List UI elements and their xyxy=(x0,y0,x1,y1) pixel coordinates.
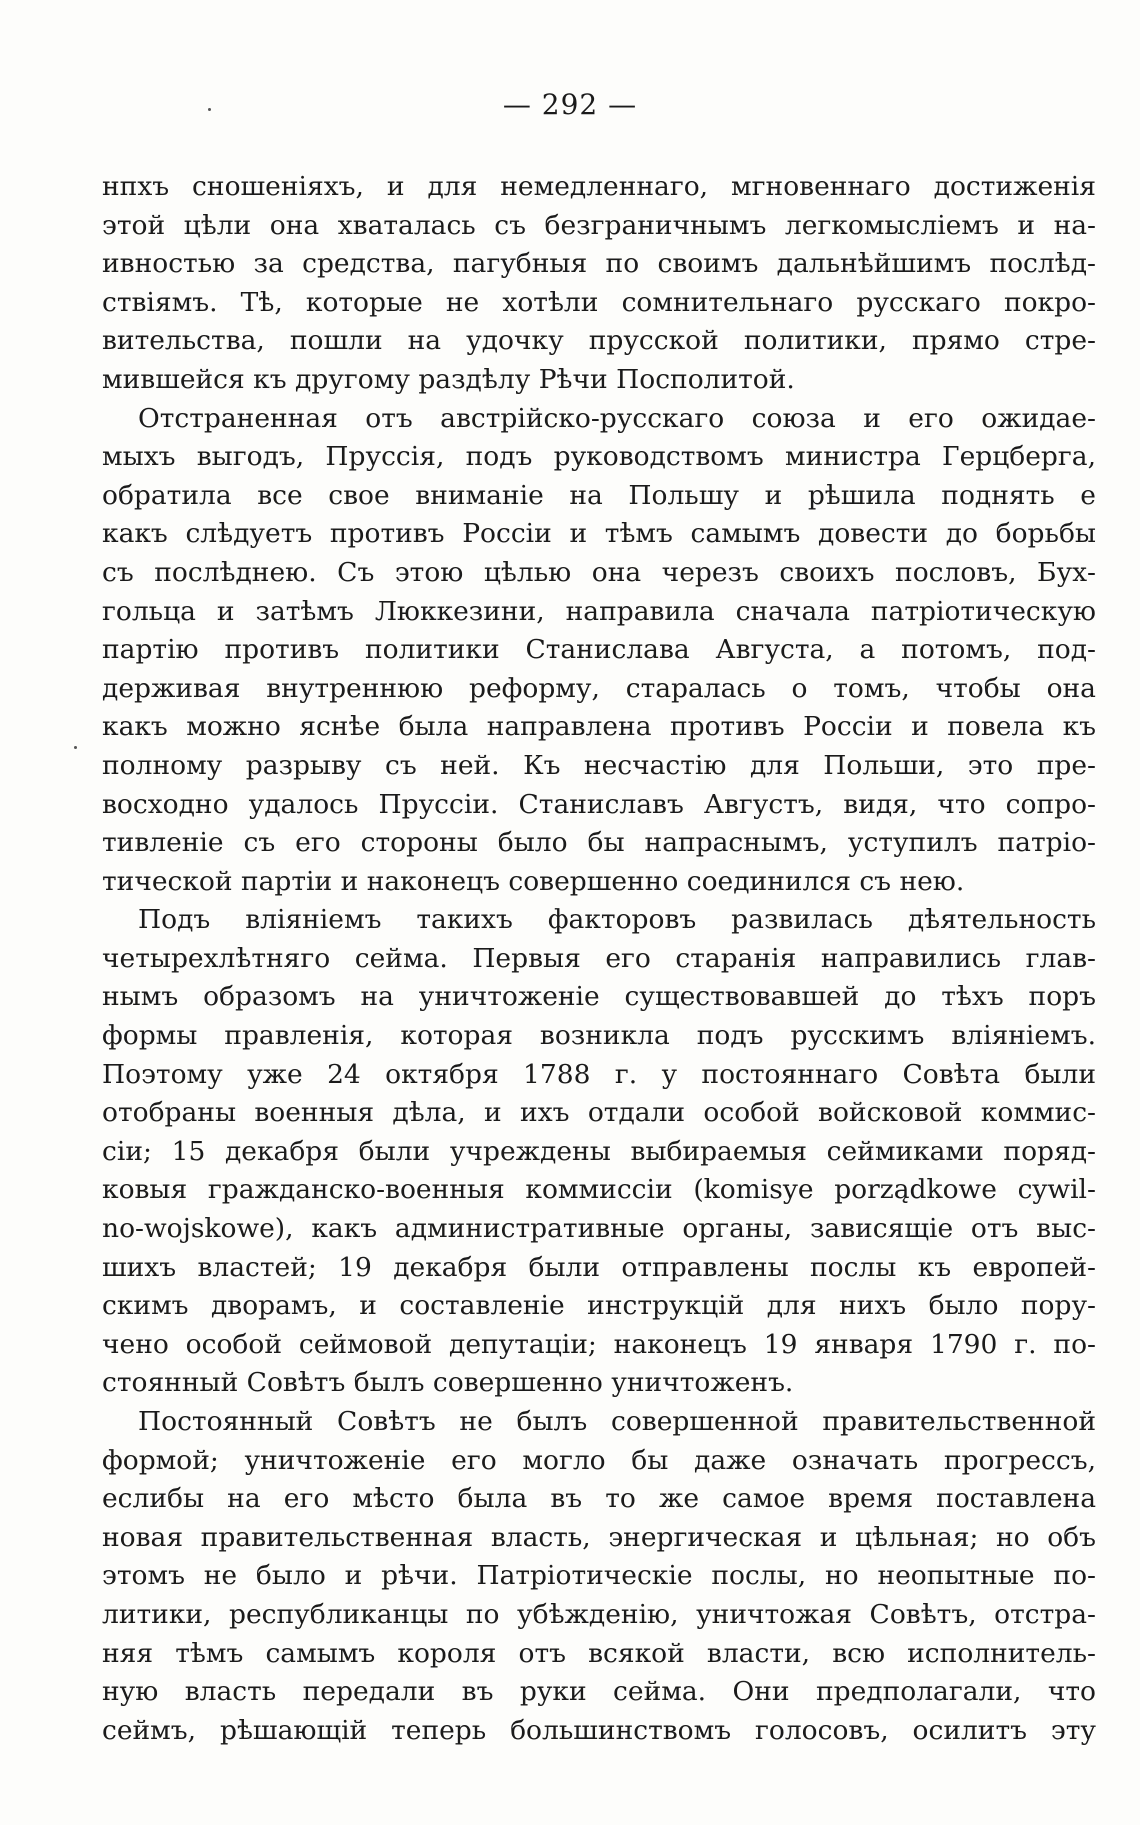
text-line: мыхъ выгодъ, Пруссія, подъ руководствомъ министра Герцберга, xyxy=(102,441,1096,473)
text-line: этой цѣли она хваталась съ безграничнымъ легкомысліемъ и на- xyxy=(102,209,1096,241)
text-line: держивая внутреннюю реформу, старалась о томъ, чтобы она xyxy=(102,672,1096,704)
text-line: отобраны военныя дѣла, и ихъ отдали особой войсковой коммис- xyxy=(102,1097,1096,1129)
paragraph-2 xyxy=(102,400,1096,902)
text-line: вительства, пошли на удочку прусской политики, прямо стре- xyxy=(102,325,1096,357)
text-line: обратила все свое вниманіе на Польшу и рѣшила поднять е xyxy=(102,479,1096,511)
text-line: этомъ не было и рѣчи. Патріотическіе послы, но неопытные по- xyxy=(102,1560,1096,1592)
text-line: шихъ властей; 19 декабря были отправлены послы къ европей- xyxy=(102,1251,1096,1283)
paragraph-1 xyxy=(102,168,1096,400)
text-line: мившейся къ другому раздѣлу Рѣчи Посполитой. xyxy=(102,363,795,395)
text-line: новая правительственная власть, энергическая и цѣльная; но объ xyxy=(102,1521,1096,1553)
text-line: Постоянный Совѣтъ не былъ совершенной правительственной xyxy=(138,1406,1096,1437)
text-line: скимъ дворамъ, и составленіе инструкцій для нихъ было пору- xyxy=(102,1290,1096,1322)
paragraph-3 xyxy=(102,901,1096,1403)
text-line: четырехлѣтняго сейма. Первыя его старанія направились глав- xyxy=(102,942,1096,974)
text-line: гольца и затѣмъ Люккезини, направила сначала патріотическую xyxy=(102,595,1096,627)
text-line: формой; уничтоженіе его могло бы даже означать прогрессъ, xyxy=(102,1444,1096,1476)
page-number: — 292 — xyxy=(502,88,638,121)
text-line: сіи; 15 декабря были учреждены выбираемыя сеймиками поряд- xyxy=(102,1135,1096,1167)
text-line: еслибы на его мѣсто была въ то же самое время поставлена xyxy=(102,1483,1096,1515)
text-line: партію противъ политики Станислава Августа, а потомъ, под- xyxy=(102,634,1096,666)
text-line: няя тѣмъ самымъ короля отъ всякой власти, всю исполнитель- xyxy=(102,1637,1096,1669)
text-line: чено особой сеймовой депутаціи; наконецъ 19 января 1790 г. по- xyxy=(102,1328,1096,1360)
text-line: Подъ вліяніемъ такихъ факторовъ развилась дѣятельность xyxy=(138,904,1096,936)
text-line: нымъ образомъ на уничтоженіе существовавшей до тѣхъ поръ xyxy=(102,981,1096,1013)
text-line: тической партіи и наконецъ совершенно соединился съ нею. xyxy=(102,865,965,897)
text-line: ную власть передали въ руки сейма. Они предполагали, что xyxy=(102,1676,1096,1708)
text-line: формы правленія, которая возникла подъ русскимъ вліяніемъ. xyxy=(102,1020,1096,1052)
text-line: тивленіе съ его стороны было бы напраснымъ, уступилъ патріо- xyxy=(102,827,1096,859)
text-line: какъ слѣдуетъ противъ Россіи и тѣмъ самымъ довести до борьбы xyxy=(102,518,1096,550)
text-line: no-wojskowe), какъ административные органы, зависящіе отъ выс- xyxy=(102,1213,1096,1245)
body-text xyxy=(102,168,1096,1750)
text-line: сеймъ, рѣшающій теперь большинствомъ голосовъ, осилитъ эту xyxy=(102,1714,1096,1746)
text-line: съ послѣднею. Съ этою цѣлью она черезъ своихъ пословъ, Бух- xyxy=(102,556,1096,588)
text-line: ковыя гражданско-военныя коммиссіи (komisye porządkowe cywil- xyxy=(102,1174,1096,1206)
text-line: ствіямъ. Тѣ, которые не хотѣли сомнительнаго русскаго покро- xyxy=(102,286,1096,318)
text-line: Отстраненная отъ австрійско-русскаго союза и его ожидае- xyxy=(138,402,1096,434)
text-line: стоянный Совѣтъ былъ совершенно уничтоженъ. xyxy=(102,1367,794,1399)
text-line: литики, республиканцы по убѣжденію, уничтожая Совѣтъ, отстра- xyxy=(102,1598,1096,1630)
print-speck xyxy=(74,746,77,749)
paragraph-4 xyxy=(102,1403,1096,1750)
text-line: Поэтому уже 24 октября 1788 г. у постояннаго Совѣта были xyxy=(102,1058,1096,1090)
text-line: восходно удалось Пруссіи. Станиславъ Августъ, видя, что сопро- xyxy=(102,788,1096,820)
print-speck xyxy=(208,108,211,111)
text-line: ивностью за средства, пагубныя по своимъ дальнѣйшимъ послѣд- xyxy=(102,248,1096,280)
text-line: полному разрыву съ ней. Къ несчастію для Польши, это пре- xyxy=(102,749,1096,781)
text-line: нпхъ сношеніяхъ, и для немедленнаго, мгновеннаго достиженія xyxy=(102,171,1096,202)
text-line: какъ можно яснѣе была направлена противъ Россіи и повела къ xyxy=(102,711,1096,743)
